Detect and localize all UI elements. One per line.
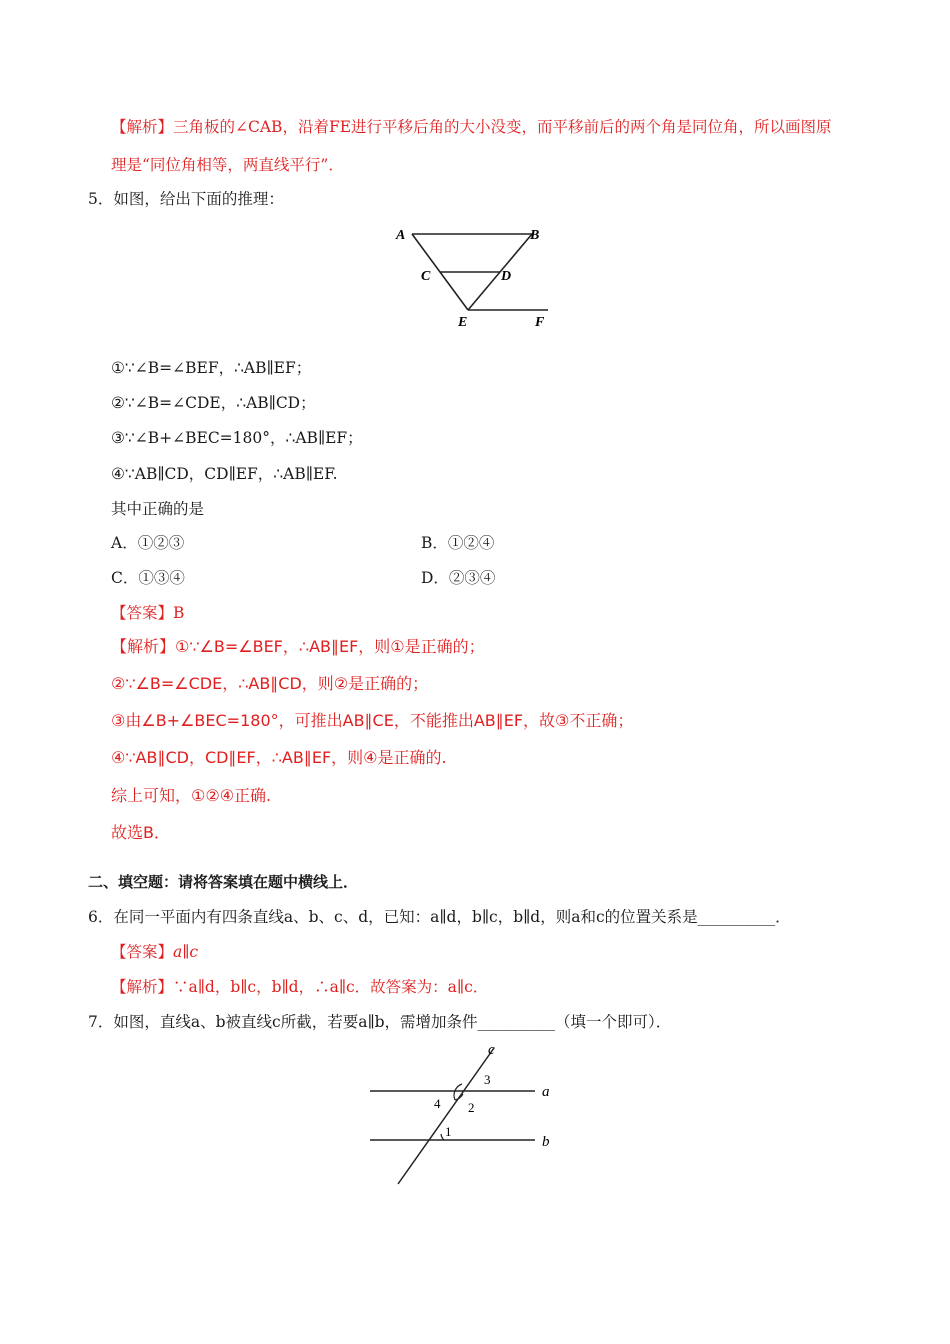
label-b: B bbox=[530, 228, 540, 243]
q5-option-c: C．①③④ bbox=[111, 569, 185, 587]
label-d: D bbox=[501, 269, 512, 284]
q6-answer-value: a∥c bbox=[173, 943, 199, 961]
q6-answer-tag: 【答案】 bbox=[111, 943, 174, 961]
section2-heading: 二、填空题：请将答案填在题中横线上． bbox=[88, 873, 359, 891]
q5-explanation-4: ④∵AB∥CD，CD∥EF，∴AB∥EF，则④是正确的. bbox=[111, 748, 447, 767]
q5-explanation-5: 综上可知，①②④正确. bbox=[111, 786, 272, 805]
q6-number: 6． bbox=[88, 908, 114, 926]
q4-explanation-tag: 【解析】 bbox=[111, 118, 174, 136]
label-line-a: a bbox=[542, 1084, 550, 1100]
label-c: C bbox=[421, 269, 431, 284]
q7-figure-transversal bbox=[360, 1040, 570, 1190]
q5-option-b: B．①②④ bbox=[421, 534, 495, 552]
q5-figure-trapezoid bbox=[390, 222, 560, 332]
label-e: E bbox=[458, 315, 468, 330]
label-f: F bbox=[535, 315, 545, 330]
label-line-c: c bbox=[488, 1042, 495, 1058]
q5-statement-4: ④∵AB∥CD，CD∥EF，∴AB∥EF. bbox=[111, 465, 338, 483]
q6-stem-text: 在同一平面内有四条直线a、b、c、d，已知：a∥d，b∥c，b∥d，则a和c的位置关系是__________． bbox=[113, 908, 791, 926]
q5-option-a: A．①②③ bbox=[111, 534, 185, 552]
q5-explanation-1: 【解析】①∵∠B=∠BEF，∴AB∥EF，则①是正确的； bbox=[111, 637, 485, 656]
q5-number: 5． bbox=[88, 190, 114, 208]
label-angle-1: 1 bbox=[445, 1124, 452, 1139]
q5-statement-1: ①∵∠B=∠BEF，∴AB∥EF； bbox=[111, 359, 312, 377]
label-angle-2: 2 bbox=[468, 1100, 475, 1115]
q7-stem bbox=[88, 1012, 671, 1032]
q5-explanation-6: 故选B． bbox=[111, 823, 170, 842]
q4-explanation-text-1: 三角板的∠CAB，沿着FE进行平移后角的大小没变，而平移前后的两个角是同位角，所以画图原 bbox=[173, 118, 832, 136]
q5-statement-3: ③∵∠B+∠BEC=180°，∴AB∥EF； bbox=[111, 429, 363, 447]
q5-explanation-3: ③由∠B+∠BEC=180°，可推出AB∥CE，不能推出AB∥EF，故③不正确； bbox=[111, 711, 634, 730]
q5-stem-text: 如图，给出下面的推理： bbox=[113, 190, 284, 208]
label-a: A bbox=[396, 228, 406, 243]
q4-explanation-line1 bbox=[111, 117, 832, 137]
q5-answer: 【答案】B bbox=[111, 604, 185, 622]
angle-1-arc bbox=[441, 1134, 444, 1140]
line-c bbox=[398, 1048, 494, 1184]
q6-explanation-text: ∵a∥d，b∥c，b∥d，∴a∥c．故答案为：a∥c． bbox=[173, 978, 489, 996]
q5-statement-2: ②∵∠B=∠CDE，∴AB∥CD； bbox=[111, 394, 316, 412]
q4-explanation-line2: 理是“同位角相等，两直线平行”． bbox=[111, 156, 344, 174]
q6-explanation-line bbox=[111, 977, 488, 997]
q5-stem bbox=[88, 189, 284, 209]
label-line-b: b bbox=[542, 1134, 550, 1150]
q6-answer-line bbox=[111, 942, 198, 962]
label-angle-3: 3 bbox=[484, 1072, 491, 1087]
q7-stem-text: 如图，直线a、b被直线c所截，若要a∥b，需增加条件__________（填一个即可）． bbox=[113, 1013, 672, 1031]
q6-stem bbox=[88, 907, 791, 927]
q6-explanation-tag: 【解析】 bbox=[111, 978, 174, 996]
q5-explanation-2: ②∵∠B=∠CDE，∴AB∥CD，则②是正确的； bbox=[111, 674, 429, 693]
label-angle-4: 4 bbox=[434, 1096, 441, 1111]
q5-question: 其中正确的是 bbox=[111, 500, 205, 518]
q5-option-d: D．②③④ bbox=[421, 569, 496, 587]
q7-number: 7． bbox=[88, 1013, 114, 1031]
